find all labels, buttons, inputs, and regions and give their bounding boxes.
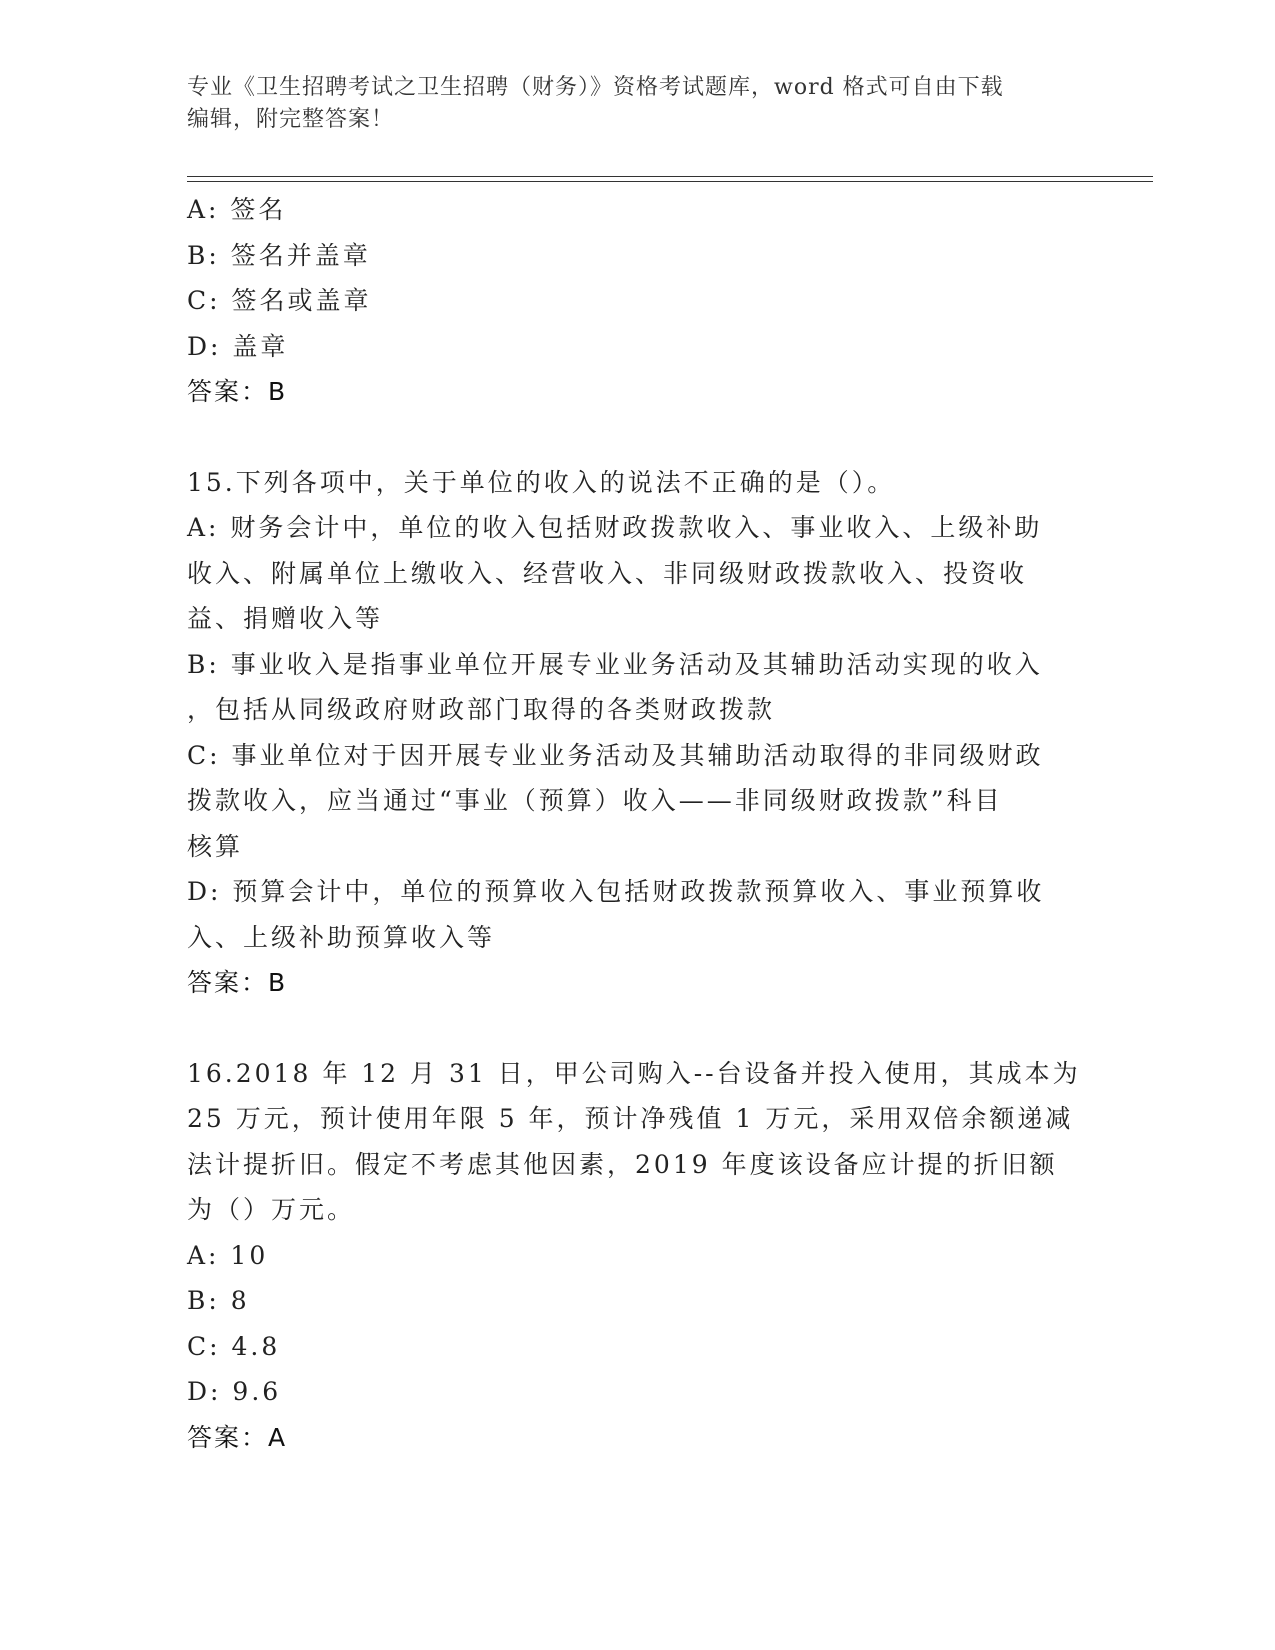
option-c: C: 签名或盖章 <box>187 286 372 315</box>
option-d-line-1: D: 预算会计中，单位的预算收入包括财政拨款预算收入、事业预算收 <box>187 877 1045 906</box>
option-a: A: 签名 <box>187 195 287 224</box>
header-line-1: 专业《卫生招聘考试之卫生招聘（财务）》资格考试题库，word 格式可自由下载 <box>187 75 1004 100</box>
option-d-line-2: 入、上级补助预算收入等 <box>187 922 496 952</box>
option-c-line-2: 拨款收入，应当通过“事业（预算）收入——非同级财政拨款”科目 <box>187 786 1003 815</box>
option-b: B: 8 <box>187 1286 250 1315</box>
document-header <box>187 72 1087 136</box>
spacer <box>187 1006 1087 1051</box>
header-line-2: 编辑，附完整答案！ <box>187 107 395 132</box>
answer-16: 答案：A <box>187 1422 288 1452</box>
question-15 <box>187 460 1087 961</box>
question-14-options <box>187 187 1087 369</box>
question-16 <box>187 1051 1087 1415</box>
option-c-line-1: C: 事业单位对于因开展专业业务活动及其辅助活动取得的非同级财政 <box>187 740 1044 770</box>
question-stem-line-4: 为（）万元。 <box>187 1195 356 1224</box>
option-b-line-2: ，包括从同级政府财政部门取得的各类财政拨款 <box>187 695 776 724</box>
question-stem-line-3: 法计提折旧。假定不考虑其他因素，2019 年度该设备应计提的折旧额 <box>187 1149 1058 1179</box>
option-a: A: 10 <box>187 1240 269 1270</box>
document-body <box>187 187 1087 1460</box>
option-c: C: 4.8 <box>187 1331 281 1361</box>
option-a-line-2: 收入、附属单位上缴收入、经营收入、非同级财政拨款收入、投资收 <box>187 558 1028 588</box>
option-c-line-3: 核算 <box>187 831 244 861</box>
question-stem-line-1: 16.2018 年 12 月 31 日，甲公司购入--台设备并投入使用，其成本为 <box>187 1058 1081 1088</box>
question-stem: 15.下列各项中，关于单位的收入的说法不正确的是（）。 <box>187 467 896 497</box>
answer-15: 答案：B <box>187 968 288 997</box>
option-a-line-3: 益、捐赠收入等 <box>187 604 384 633</box>
answer-14: 答案：B <box>187 377 288 406</box>
spacer <box>187 415 1087 460</box>
option-d: D: 9.6 <box>187 1377 282 1406</box>
option-a-line-1: A: 财务会计中，单位的收入包括财政拨款收入、事业收入、上级补助 <box>187 513 1043 542</box>
option-d: D: 盖章 <box>187 331 289 361</box>
header-divider-top <box>187 176 1153 177</box>
option-b: B: 签名并盖章 <box>187 240 371 270</box>
question-stem-line-2: 25 万元，预计使用年限 5 年，预计净残值 1 万元，采用双倍余额递减 <box>187 1104 1074 1133</box>
option-b-line-1: B: 事业收入是指事业单位开展专业业务活动及其辅助活动实现的收入 <box>187 649 1043 679</box>
header-divider-bottom <box>187 181 1153 182</box>
